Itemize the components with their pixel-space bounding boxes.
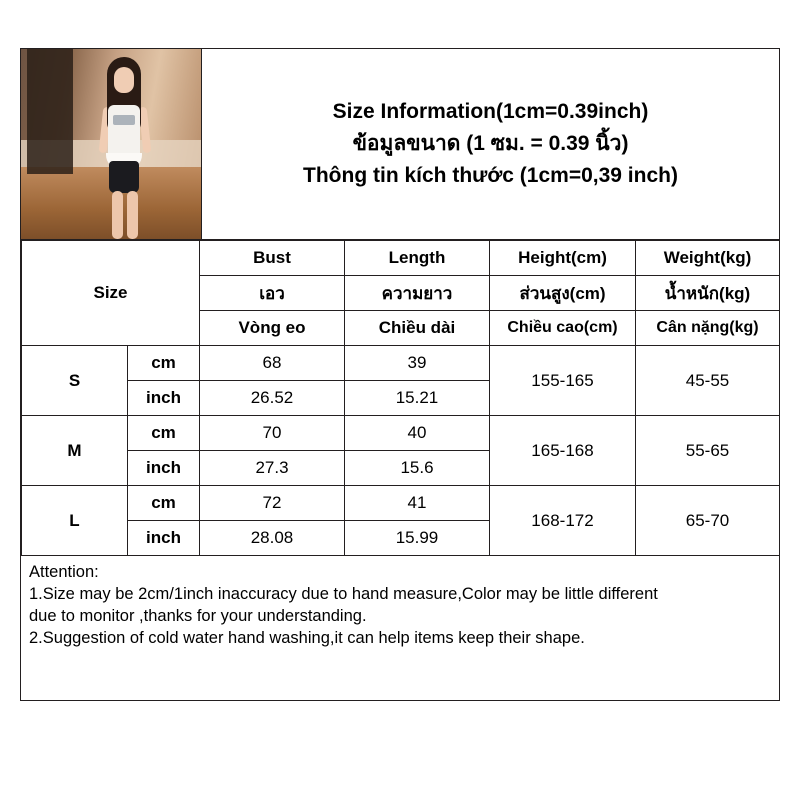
title-block <box>202 49 779 239</box>
attention-line-2: due to monitor ,thanks for your understanding. <box>29 606 367 625</box>
size-table <box>21 240 780 556</box>
table-row-l-cm <box>22 486 780 521</box>
cell-bust-cm-m: 70 <box>200 416 345 451</box>
photo-doorframe <box>27 49 73 174</box>
column-header-length-vi: Chiều dài <box>345 311 490 346</box>
cell-height-l: 168-172 <box>490 486 636 556</box>
title-th: ข้อมูลขนาด (1 ซม. = 0.39 นิ้ว) <box>352 131 629 155</box>
row-size-label-m: M <box>22 416 128 486</box>
row-unit-cm-l: cm <box>128 486 200 521</box>
model-leg-right <box>127 191 138 239</box>
table-row-m-cm <box>22 416 780 451</box>
cell-bust-inch-m: 27.3 <box>200 451 345 486</box>
cell-length-inch-l: 15.99 <box>345 521 490 556</box>
cell-length-inch-m: 15.6 <box>345 451 490 486</box>
row-size-label-s: S <box>22 346 128 416</box>
size-header-cell: Size <box>22 241 200 346</box>
cell-length-cm-l: 41 <box>345 486 490 521</box>
column-header-length-th: ความยาว <box>345 276 490 311</box>
column-header-bust-en: Bust <box>200 241 345 276</box>
cell-weight-m: 55-65 <box>636 416 780 486</box>
photo-model <box>95 57 157 239</box>
attention-title: Attention: <box>29 563 99 581</box>
model-face <box>114 67 134 93</box>
cell-bust-cm-s: 68 <box>200 346 345 381</box>
row-unit-inch-l: inch <box>128 521 200 556</box>
row-unit-inch-m: inch <box>128 451 200 486</box>
model-shorts <box>109 161 139 193</box>
cell-bust-cm-l: 72 <box>200 486 345 521</box>
attention-line-3: 2.Suggestion of cold water hand washing,it can help items keep their shape. <box>29 628 585 647</box>
column-header-bust-vi: Vòng eo <box>200 311 345 346</box>
row-unit-inch-s: inch <box>128 381 200 416</box>
column-header-weight-th: น้ำหนัก(kg) <box>636 276 780 311</box>
cell-length-inch-s: 15.21 <box>345 381 490 416</box>
cell-height-s: 155-165 <box>490 346 636 416</box>
header-row <box>21 49 779 240</box>
row-size-label-l: L <box>22 486 128 556</box>
column-header-height-vi: Chiều cao(cm) <box>490 311 636 346</box>
tank-top-print <box>113 115 135 125</box>
product-photo <box>21 49 202 239</box>
cell-weight-s: 45-55 <box>636 346 780 416</box>
attention-line-1: 1.Size may be 2cm/1inch inaccuracy due to hand measure,Color may be little different <box>29 584 658 603</box>
row-unit-cm-s: cm <box>128 346 200 381</box>
column-header-weight-vi: Cân nặng(kg) <box>636 311 780 346</box>
cell-length-cm-m: 40 <box>345 416 490 451</box>
model-leg-left <box>112 191 123 239</box>
attention-block <box>21 556 779 650</box>
column-header-height-en: Height(cm) <box>490 241 636 276</box>
column-header-bust-th: เอว <box>200 276 345 311</box>
column-header-weight-en: Weight(kg) <box>636 241 780 276</box>
column-header-height-th: ส่วนสูง(cm) <box>490 276 636 311</box>
table-header-row-en <box>22 241 780 276</box>
size-chart-sheet <box>20 48 780 701</box>
cell-length-cm-s: 39 <box>345 346 490 381</box>
cell-bust-inch-s: 26.52 <box>200 381 345 416</box>
column-header-length-en: Length <box>345 241 490 276</box>
title-en: Size Information(1cm=0.39inch) <box>332 99 649 123</box>
cell-weight-l: 65-70 <box>636 486 780 556</box>
row-unit-cm-m: cm <box>128 416 200 451</box>
cell-height-m: 165-168 <box>490 416 636 486</box>
cell-bust-inch-l: 28.08 <box>200 521 345 556</box>
table-row-s-cm <box>22 346 780 381</box>
title-vi: Thông tin kích thước (1cm=0,39 inch) <box>303 164 678 188</box>
